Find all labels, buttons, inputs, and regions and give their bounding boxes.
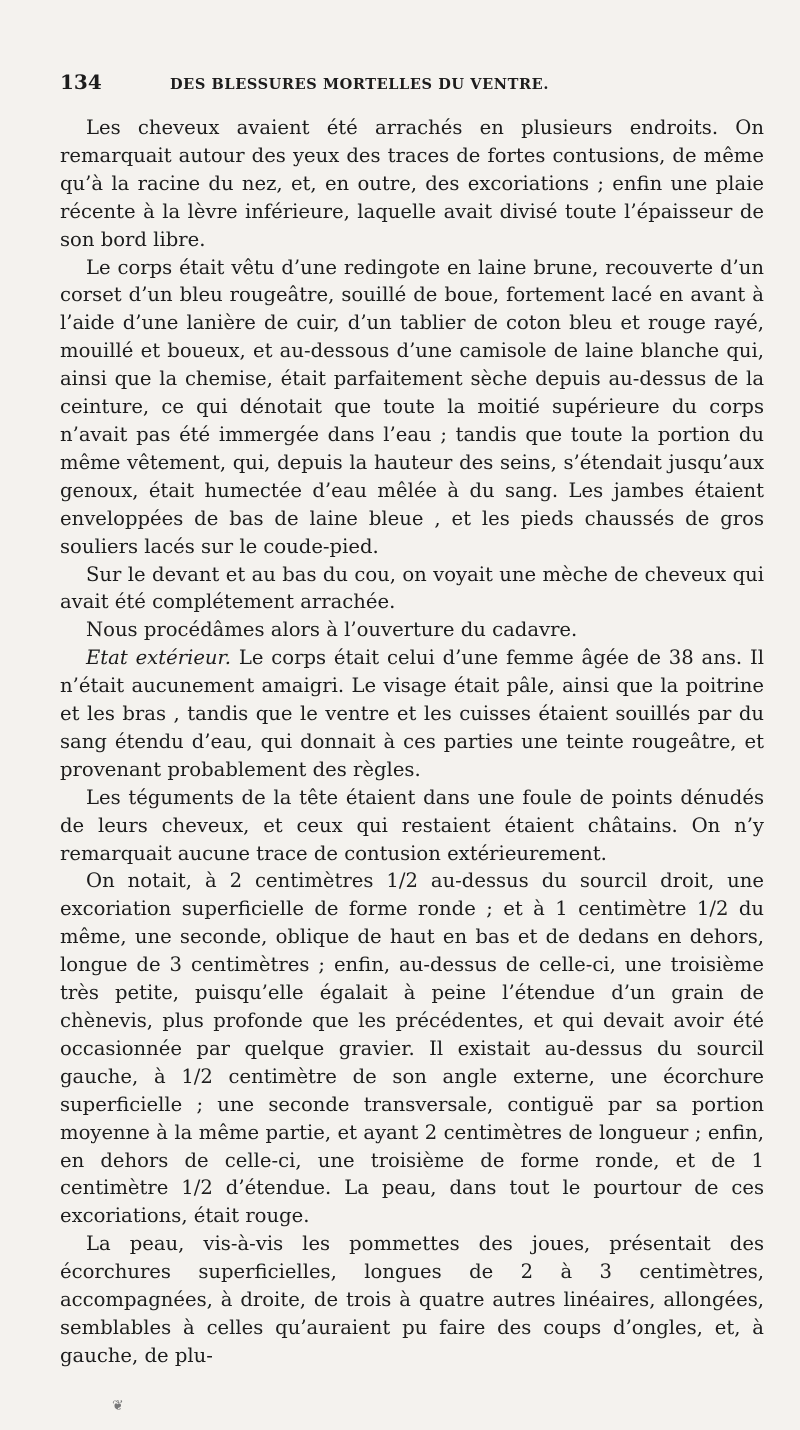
paragraph-opening [60,616,764,644]
paragraph-text: Les cheveux avaient été arrachés en plusieurs endroits. On remarquait autour des yeux des traces de fortes contusions, de même qu’à la racine du nez, et, en outre, des excoriations ; enfin une plaie récente à la lèvre inférieure, laquelle avait divisé toute l’épaisseur de son bord libre. [60,116,764,251]
paragraph-text: On notait, à 2 centimètres 1/2 au-dessus du sourcil droit, une excoriation superficielle de forme ronde ; et à 1 centimètre 1/2 du même, une seconde, oblique de haut en bas et de dedans en dehors, longue de 3 centimètres ; enfin, au-dessus de celle-ci, une troisième très petite, puisqu’elle égalait à peine l’étendue d’un grain de chènevis, plus profonde que les précédentes, et qui devait avoir été occasionnée par quelque gravier. Il existait au-dessus du sourcil gauche, à 1/2 centimètre de son angle externe, une écorchure superficielle ; une seconde transversale, contiguë par sa portion moyenne à la même partie, et ayant 2 centimètres de longueur ; enfin, en dehors de celle-ci, une troisième de forme ronde, et de 1 centimètre 1/2 d’étendue. La peau, dans tout le pourtour de ces excoriations, était rouge. [60,869,764,1228]
paragraph-scalp [60,784,764,868]
paragraph-text: Nous procédâmes alors à l’ouverture du cadavre. [86,618,578,642]
paragraph-external-state [60,644,764,784]
paragraph-text: Le corps était vêtu d’une redingote en laine brune, recouverte d’un corset d’un bleu rougeâtre, souillé de boue, fortement lacé en avant à l’aide d’une lanière de cuir, d’un tablier de coton bleu et rouge rayé, mouillé et boueux, et au-dessous d’une camisole de laine blanche qui, ainsi que la chemise, était parfaitement sèche depuis au-dessus de la ceinture, ce qui dénotait que toute la moitié supérieure du corps n’avait pas été immergée dans l’eau ; tandis que toute la portion du même vêtement, qui, depuis la hauteur des seins, s’étendait jusqu’aux genoux, était humectée d’eau mêlée à du sang. Les jambes étaient enveloppées de bas de laine bleue , et les pieds chaussés de gros souliers lacés sur le coude-pied. [60,255,764,558]
running-head [60,70,764,104]
paragraph-hair [60,114,764,254]
paragraph-text: Le corps était celui d’une femme âgée de 38 ans. Il n’était aucunement amaigri. Le visage était pâle, ainsi que la poitrine et les bras , tandis que le ventre et les cuisses étaient souillés par du sang étendu d’eau, qui donnait à ces parties une teinte rougeâtre, et provenant probablement des règles. [60,646,764,781]
paragraph-text: Les téguments de la tête étaient dans une foule de points dénudés de leurs cheveux, et ceux qui restaient étaient châtains. On n’y remarquait aucune trace de contusion extérieurement. [60,785,764,865]
paragraph-cheeks [60,1230,764,1370]
running-title: DES BLESSURES MORTELLES DU VENTRE. [170,76,549,93]
paragraph-text: Sur le devant et au bas du cou, on voyait une mèche de cheveux qui avait été complétement arrachée. [60,562,764,614]
section-lead: Etat extérieur. [86,646,231,670]
page-number: 134 [60,70,102,94]
body-text [60,114,764,1370]
paragraph-neck [60,561,764,617]
paragraph-clothing [60,254,764,561]
printer-ornament: ❦ [112,1398,124,1414]
paragraph-text: La peau, vis-à-vis les pommettes des joues, présentait des écorchures superficielles, longues de 2 à 3 centimètres, accompagnées, à droite, de trois à quatre autres linéaires, allongées, semblables à celles qu’auraient pu faire des coups d’ongles, et, à gauche, de plu- [60,1232,764,1367]
paragraph-excoriations [60,867,764,1230]
